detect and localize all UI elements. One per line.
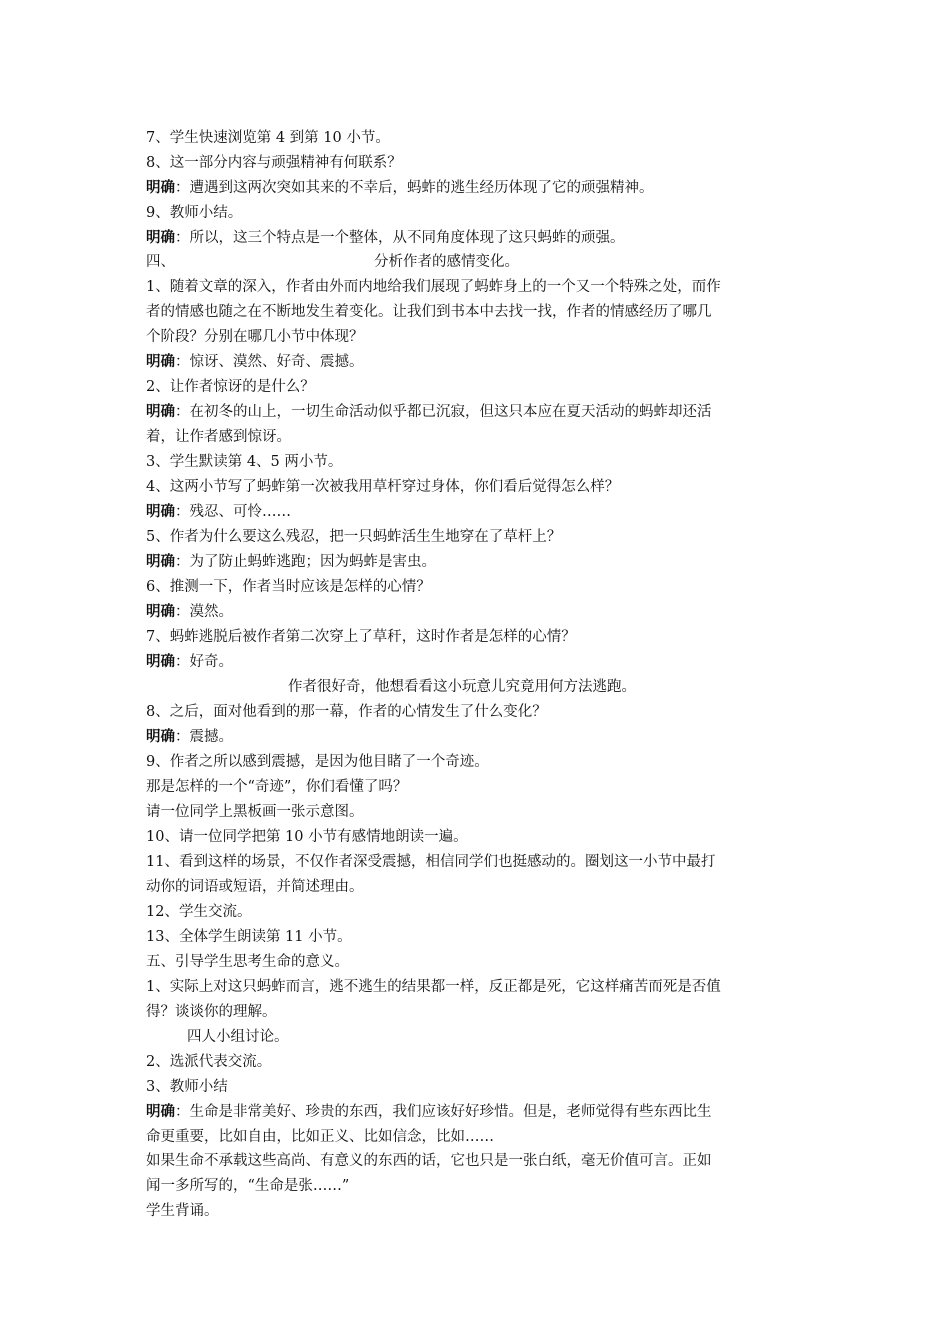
text-line: 那是怎样的一个“奇迹”，你们看懂了吗？ xyxy=(146,779,408,795)
text-line: 12、学生交流。 xyxy=(146,904,252,920)
answer-label: 明确 xyxy=(146,1103,175,1120)
answer-label: 明确 xyxy=(146,353,175,370)
answer-text: ：为了防止蚂蚱逃跑；因为蚂蚱是害虫。 xyxy=(175,554,436,570)
answer-label: 明确 xyxy=(146,728,175,745)
text-line: 1、实际上对这只蚂蚱而言，逃不逃生的结果都一样，反正都是死，它这样痛苦而死是否值 xyxy=(146,979,721,995)
text-line xyxy=(146,727,233,747)
answer-label: 明确 xyxy=(146,179,175,196)
answer-text: ：震撼。 xyxy=(175,729,233,745)
indented-line: 四人小组讨论。 xyxy=(187,1029,289,1045)
answer-text: ：在初冬的山上，一切生命活动似乎都已沉寂，但这只本应在夏天活动的蚂蚱却还活 xyxy=(175,404,712,420)
section-title: 分析作者的感情变化。 xyxy=(374,254,519,270)
text-line: 如果生命不承载这些高尚、有意义的东西的话，它也只是一张白纸，毫无价值可言。正如 xyxy=(146,1153,712,1169)
text-line xyxy=(146,602,233,622)
text-line: 得？谈谈你的理解。 xyxy=(146,1004,277,1020)
text-line xyxy=(146,502,291,522)
text-line xyxy=(146,652,233,672)
section-number: 四、 xyxy=(146,254,175,270)
text-line: 命更重要，比如自由，比如正义、比如信念，比如…… xyxy=(146,1129,494,1145)
text-line: 闻一多所写的，“生命是张……” xyxy=(146,1178,350,1194)
indented-line: 作者很好奇，他想看看这小玩意儿究竟用何方法逃跑。 xyxy=(288,679,636,695)
text-line: 5、作者为什么要这么残忍，把一只蚂蚱活生生地穿在了草杆上？ xyxy=(146,529,562,545)
text-line: 6、推测一下，作者当时应该是怎样的心情？ xyxy=(146,579,431,595)
answer-text: ：好奇。 xyxy=(175,654,233,670)
answer-text: ：生命是非常美好、珍贵的东西，我们应该好好珍惜。但是，老师觉得有些东西比生 xyxy=(175,1104,712,1120)
text-line xyxy=(146,1102,712,1122)
text-line xyxy=(146,228,625,248)
text-line xyxy=(146,352,364,372)
text-line: 着，让作者感到惊讶。 xyxy=(146,429,291,445)
answer-text: ：所以，这三个特点是一个整体，从不同角度体现了这只蚂蚱的顽强。 xyxy=(175,230,625,246)
answer-label: 明确 xyxy=(146,403,175,420)
text-line: 2、让作者惊讶的是什么？ xyxy=(146,379,315,395)
answer-text: ：漠然。 xyxy=(175,604,233,620)
text-line: 者的情感也随之在不断地发生着变化。让我们到书本中去找一找，作者的情感经历了哪几 xyxy=(146,304,712,320)
text-line: 3、学生默读第 4、5 两小节。 xyxy=(146,454,343,470)
answer-label: 明确 xyxy=(146,229,175,246)
text-line: 个阶段？分别在哪几小节中体现？ xyxy=(146,329,364,345)
text-line: 动你的词语或短语，并简述理由。 xyxy=(146,879,364,895)
text-line: 3、教师小结 xyxy=(146,1079,228,1095)
text-line: 7、学生快速浏览第 4 到第 10 小节。 xyxy=(146,130,390,146)
text-line: 13、全体学生朗读第 11 小节。 xyxy=(146,929,352,945)
answer-label: 明确 xyxy=(146,553,175,570)
text-line: 7、蚂蚱逃脱后被作者第二次穿上了草秆，这时作者是怎样的心情？ xyxy=(146,629,576,645)
answer-text: ：遭遇到这两次突如其来的不幸后，蚂蚱的逃生经历体现了它的顽强精神。 xyxy=(175,180,654,196)
section-heading xyxy=(146,252,519,272)
text-line: 2、选派代表交流。 xyxy=(146,1054,272,1070)
text-line: 1、随着文章的深入，作者由外而内地给我们展现了蚂蚱身上的一个又一个特殊之处，而作 xyxy=(146,279,721,295)
answer-text: ：残忍、可怜…… xyxy=(175,504,291,520)
text-line: 10、请一位同学把第 10 小节有感情地朗读一遍。 xyxy=(146,829,468,845)
answer-label: 明确 xyxy=(146,503,175,520)
text-line: 4、这两小节写了蚂蚱第一次被我用草杆穿过身体，你们看后觉得怎么样？ xyxy=(146,479,620,495)
text-line xyxy=(146,402,712,422)
text-line: 9、教师小结。 xyxy=(146,205,243,221)
text-line: 学生背诵。 xyxy=(146,1203,219,1219)
answer-label: 明确 xyxy=(146,603,175,620)
text-line: 8、这一部分内容与顽强精神有何联系？ xyxy=(146,155,402,171)
text-line xyxy=(146,552,436,572)
answer-text: ：惊讶、漠然、好奇、震撼。 xyxy=(175,354,364,370)
text-line xyxy=(146,178,654,198)
text-line: 11、看到这样的场景，不仅作者深受震撼，相信同学们也挺感动的。圈划这一小节中最打 xyxy=(146,854,716,870)
text-line: 8、之后，面对他看到的那一幕，作者的心情发生了什么变化？ xyxy=(146,704,547,720)
answer-label: 明确 xyxy=(146,653,175,670)
text-line: 9、作者之所以感到震撼，是因为他目睹了一个奇迹。 xyxy=(146,754,489,770)
section-heading: 五、引导学生思考生命的意义。 xyxy=(146,954,349,970)
text-line: 请一位同学上黑板画一张示意图。 xyxy=(146,804,364,820)
